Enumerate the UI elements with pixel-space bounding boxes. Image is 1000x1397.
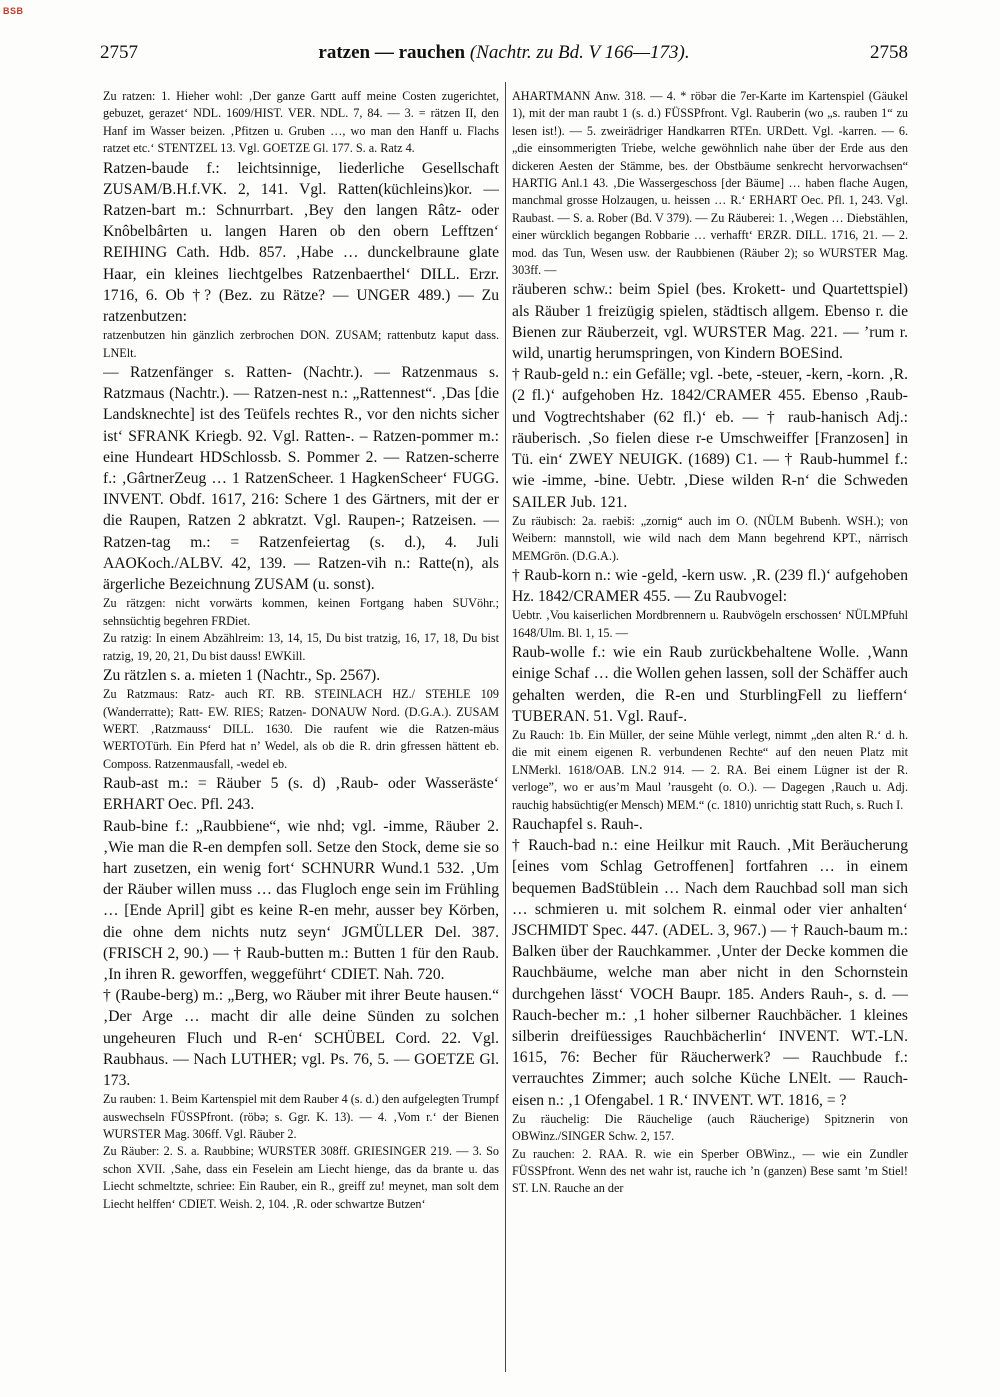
page-header [100,42,908,68]
dictionary-entry: ratzenbutzen hin gänzlich zerbrochen DON. ZUSAM; rattenbutz kaput dass. LNElt. [103,328,499,360]
column-divider [505,82,506,1372]
dictionary-entry: † Raub-geld n.: ein Gefälle; vgl. -bete, -steuer, -kern, -korn. ‚R. (2 fl.)‘ aufgehoben Hz. 1842/CRAMER 455. Ebenso ‚Raub- und Vogtrechtshaber (62 fl.)‘ eb. — † raub-hanisch Adj.: räuberisch. ‚So fielen diese r-e Umschweiffer [Franzosen] in Tü. ein‘ ZWEY NEUIGK. (1689) C1. — † Raub-hummel f.: wie -imme, -bine. Uebtr. ‚Diese wilden R-n‘ die Schweden SAILER Jub. 121. [512,366,908,511]
running-head [100,42,908,64]
dictionary-entry: Uebtr. ‚Vou kaiserlichen Mordbrennern u. Raubvögeln erschossen‘ NÜLMPfuhl 1648/Ulm. Bl. 1, 15. — [512,608,908,640]
page-number-right: 2758 [870,42,908,63]
dictionary-entry: Zu räuchelig: Die Räuchelige (auch Räucherige) Spitznerin von OBWinz./SINGER Schw. 2, 157. [512,1111,908,1144]
library-stamp: BSB [3,6,24,16]
dictionary-entry: AHARTMANN Anw. 318. — 4. * röbər die 7er-Karte im Kartenspiel (Gäukel 1), mit der man raubt 1 (s. d.) FÜSSPfront. Vgl. Rauberin (wo „s. rauben 1“ zu lesen ist!). — 5. zweirädriger Handkarren RTEn. URDett. Vgl. -karren. — 6. „die einsommerigten Triebe, welche gewöhnlich nahe über der Erde aus den dickeren Aesten der Stämme, bes. der Obstbäume senkrecht hervorwachsen“ HARTIG Anl.1 43. ‚Die Wassergeschoss [der Bäume] … haben flache Augen, manchmal grosse Holzaugen, u. heissen … R.‘ ERHART Oec. Pfl. 1, 243. Vgl. Raubast. — S. a. Rober (Bd. V 379). — Zu Räuberei: 1. ‚Wegen … Diebstählen, einer würcklich begangen Robbarie … verhafft‘ ERZR. DILL. 1716, 21. — 2. mod. das Tun, Wesen usw. der Raubbienen (Räuber 2); so WURSTER Mag. 303ff. — [512,89,908,278]
dictionary-entry: — Ratzenfänger s. Ratten- (Nachtr.). — Ratzenmaus s. Ratzmaus (Nachtr.). — Ratzen-nest n.: „Rattennest“. ‚Das [die Landsknechte] ist des Teüfels rechtes R., vor den nichts sicher ist‘ SFRANK Kriegb. 92. Vgl. Ratten-. – Ratzen-pommer m.: eine Hundeart HDSchlossb. S. Pommer 2. — Ratzen-scherre f.: ‚GârtnerZeug … 1 RatzenScheer. 1 HagkenScheer‘ FUGG. INVENT. Obdf. 1617, 216: Schere 1 des Gärtners, mit der er die Raupen, Ratzen 2 abkratzt. Vgl. Raupen-; Ratzeisen. — Ratzen-tag m.: = Ratzenfeiertag (s. d.), 4. Juli AAOKoch./ALBV. 42, 139. — Ratzen-vih n.: Ratte(n), als ärgerliche Bezeichnung ZUSAM (u. sonst). [103,364,499,594]
supplement-reference: (Nachtr. zu Bd. V 166—173). [469,42,690,63]
dictionary-entry: † Rauch-bad n.: eine Heilkur mit Rauch. ‚Mit Beräucherung [eines vom Schlag Getroffenen] fortfahren … in einem bequemen BadStüblein … Nach dem Rauchbad soll man sich … schmieren u. mit solchem R. einmal oder vier anhalten‘ JSCHMIDT Spec. 447. (ADEL. 3, 967.) — † Rauch-baum m.: Balken über der Rauchkammer. ‚Unter der Decke kommen die Rauchbäume, welche man aber nicht in den Schornstein durchgehen lässt‘ VOCH Baupr. 185. Anders Rauh-, s. d. — Rauch-becher m.: ‚1 hoher silberner Rauchbächer. 1 kleines silberin dreifüessiges Rauchbächerlin‘ INVENT. WT.-LN. 1615, 76: Becher für Räucherwerk? — Rauchbude f.: verrauchtes Zimmer; auch solche Küche LNElt. — Rauch-eisen n.: ‚1 Ofengabel. 1 R.‘ INVENT. WT. 1816, = ? [512,837,908,1109]
right-column [512,88,908,1198]
headword-range: ratzen — rauchen [318,42,466,63]
dictionary-entry: Ratzen-baude f.: leichtsinnige, liederliche Gesellschaft ZUSAM/B.H.f.VK. 2, 141. Vgl. Ratten(küchleins)kor. — Ratzen-bart m.: Schnurrbart. ‚Bey den langen Râtz- oder Knôbelbârten u. langen Haren ob den obern Lefftzen‘ REIHING Cath. Hdb. 857. ‚Habe … dunckelbraune glate Haar, ein kleines liechtgelbes Ratzenbaerthel‘ DILL. Erzr. 1716, 6. Ob †? (Bez. zu Rätze? — UNGER 489.) — Zu ratzenbutzen: [103,159,499,326]
page-number-left: 2757 [100,42,138,63]
dictionary-entry: räuberen schw.: beim Spiel (bes. Krokett- und Quartettspiel) als Räuber 1 freizügig spielen, städtisch allgem. Ebenso r. die Bienen zur Räuberzeit, vgl. WURSTER Mag. 221. — ’rum r. wild, unartig herumspringen, von Kindern BOESind. [512,281,908,363]
dictionary-entry: Zu rätzgen: nicht vorwärts kommen, keinen Fortgang haben SUVöhr.; sehnsüchtig begehren FRDiet. [103,596,499,628]
dictionary-entry: Zu Rauch: 1b. Ein Müller, der seine Mühle verlegt, nimmt „den alten R.‘ d. h. die mit einem eigenen R. verbundenen Rechte“ auf den neuen Platz mit LNMerkl. 1618/OAB. LN.2 914. — 2. RA. Bei einem Lügner ist der R. verloge”, wo er aus’m Maul ’rausgeht (o. O.). — Dagegen ‚Rauch u. Adj. rauchig habsüchtig(er Mensch) MEM.“ (c. 1810) unrichtig statt Ruch, s. Ruch I. [512,727,908,812]
dictionary-entry: Zu ratzen: 1. Hieher wohl: ‚Der ganze Gartt auff meine Costen zugerichtet, gebuzet, gerazet‘ NDL. 1609/HIST. VER. NDL. 7, 84. — 3. = rätzen II, den Hanf im Wasser beizen. ‚Pfitzen u. Gruben …, wo man den Hanff u. Flachs ratzet etc.‘ STENTZEL 13. Vgl. GOETZE Gl. 177. S. a. Ratz 4. [103,89,499,156]
dictionary-entry: Raub-wolle f.: wie ein Raub zurückbehaltene Wolle. ‚Wann einige Schaf … die Wollen gehen lassen, soll der Schäffer auch gehalten werden, die R-en und SturblingFell zu lieffern‘ TUBERAN. 51. Vgl. Rauf-. [512,644,908,725]
dictionary-entry: Zu rätzlen s. a. mieten 1 (Nachtr., Sp. 2567). [103,666,381,684]
dictionary-entry: Rauchapfel s. Rauh-. [512,815,643,833]
left-column [103,88,499,1213]
dictionary-entry: Zu rauchen: 2. RAA. R. wie ein Sperber OBWinz., — wie ein Zundler FÜSSPfront. Wenn des net wahr ist, rauche ich ’n (ganzen) Bese samt ’m Stiel! ST. LN. Rauche an der [512,1146,908,1196]
dictionary-entry: Zu rauben: 1. Beim Kartenspiel mit dem Rauber 4 (s. d.) den aufgelegten Trumpf auswechseln FÜSSPfront. (röbə; s. Ggr. K. 13). — 4. ‚Vom r.‘ der Bienen WURSTER Mag. 306ff. Vgl. Räuber 2. [103,1092,499,1142]
dictionary-entry: † (Raube-berg) m.: „Berg, wo Räuber mit ihrer Beute hausen.“ ‚Der Arge … macht dir alle deine Sünden zu solchen ungeheuren Fluch und R-en‘ SCHÜBEL Cord. 22. Vgl. Raubhaus. — Nach LUTHER; vgl. Ps. 76, 5. — GOETZE Gl. 173. [103,987,499,1089]
dictionary-entry: Zu ratzig: In einem Abzählreim: 13, 14, 15, Du bist tratzig, 16, 17, 18, Du bist ratzig, 19, 20, 21, Du bist dauss! EWKill. [103,631,499,663]
dictionary-entry: Raub-bine f.: „Raubbiene“, wie nhd; vgl. -imme, Räuber 2. ‚Wie man die R-en dempfen soll. Setze den Stock, deme sie so hart zusetzen, ein wenig fort‘ SCHNURR Wund.1 532. ‚Um der Räuber willen muss … das Flugloch enge sein im Frühling … [Ende April] gibt es keine R-en mehr, ausser bey Körben, die ohne dem nichts nutz seyn‘ JGMÜLLER Del. 387. (FRISCH 2, 90.) — † Raub-butten m.: Butten 1 für den Raub. ‚In ihren R. geworffen, weggeführt‘ CDIET. Nah. 720. [103,817,499,983]
dictionary-entry: Zu Ratzmaus: Ratz- auch RT. RB. STEINLACH HZ./ STEHLE 109 (Wanderratte); Ratt- EW. RIES; Ratzen- DONAUW Nord. (D.G.A.). ZUSAM WERT. ‚Ratzmauss‘ DILL. 1630. Die raufent wie die Ratzen-mäus WERTOTürh. Ein Pferd hat n’ Wedel, als ob die R. drin gfressen hättent eb. Composs. Ratzenmausfall, -wedel eb. [103,687,499,771]
dictionary-entry: † Raub-korn n.: wie -geld, -kern usw. ‚R. (239 fl.)‘ aufgehoben Hz. 1842/CRAMER 455. — Zu Raubvogel: [512,566,908,606]
dictionary-entry: Zu Räuber: 2. S. a. Raubbine; WURSTER 308ff. GRIESINGER 219. — 3. So schon XVII. ‚Sahe, dass ein Feselein am Liecht hienge, das da brante u. das Liecht schmeltzte, schriee: Ein Rauber, ein R., greiff zu! meynet, man solt dem Liecht helffen‘ CDIET. Weish. 2, 104. ‚R. oder schwartze Butzen‘ [103,1144,499,1211]
dictionary-entry: Raub-ast m.: = Räuber 5 (s. d) ‚Raub- oder Wasseräste‘ ERHART Oec. Pfl. 243. [103,775,499,814]
dictionary-entry: Zu räubisch: 2a. raebiš: „zornig“ auch im O. (NÜLM Bubenh. WSH.); von Weibern: mannstoll, wie wild nach dem Mann begehrend KPT., närrisch MEMGrön. (D.G.A.). [512,513,908,563]
